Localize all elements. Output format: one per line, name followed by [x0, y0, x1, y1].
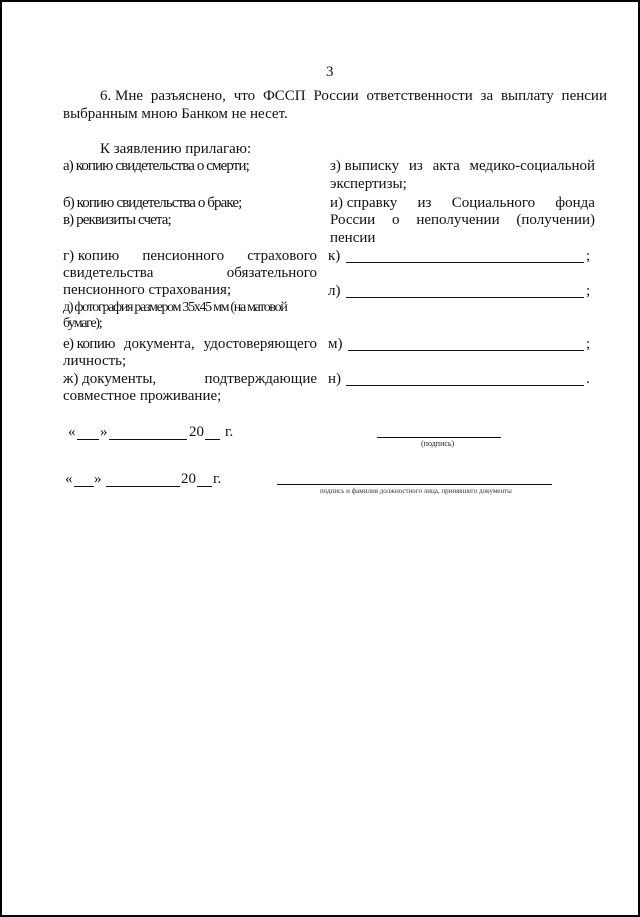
word: из — [417, 195, 432, 211]
sig1-year-suffix: г. — [225, 424, 234, 440]
sig2-caption: подпись и фамилия должностного лица, принявшего документы — [320, 487, 512, 495]
word: (получении) — [516, 212, 595, 228]
word: медико-социальной — [469, 158, 595, 174]
item-a: а) копию свидетельства о смерти; — [63, 158, 249, 174]
sig1-signature-line[interactable] — [377, 437, 501, 438]
word: России — [313, 88, 359, 104]
item-d-line-2: бумаге); — [63, 316, 102, 331]
item-i-line-1 — [330, 195, 595, 212]
word: из — [408, 158, 423, 174]
word: за — [480, 88, 494, 104]
paragraph-6-line-1 — [100, 88, 607, 105]
word: удостоверяющего — [203, 336, 317, 352]
item-b: б) копию свидетельства о браке; — [63, 195, 242, 211]
word: фонда — [555, 195, 595, 211]
item-d-line-1: д) фотография размером 35х45 мм (на матовой — [63, 300, 287, 315]
sig2-year-blank[interactable] — [197, 486, 212, 487]
paragraph-6-line-2: выбранным мною Банком не несет. — [63, 106, 288, 122]
sig2-year-prefix: 20 — [181, 471, 196, 487]
page-number: 3 — [326, 64, 334, 80]
item-g-line-3: пенсионного страхования; — [63, 282, 232, 298]
word: страхового — [247, 248, 317, 264]
sig1-year-prefix: 20 — [189, 424, 204, 440]
word: пенсии — [561, 88, 607, 104]
sig1-quote-close: » — [100, 424, 108, 440]
item-e-line-2: личность; — [63, 353, 127, 369]
word: что — [233, 88, 256, 104]
word: о — [392, 212, 400, 228]
word: выплату — [500, 88, 554, 104]
item-v: в) реквизиты счета; — [63, 212, 171, 228]
item-e-line-1 — [63, 336, 317, 353]
item-i-line-2 — [330, 212, 595, 229]
sig2-day-blank[interactable] — [74, 486, 94, 487]
sig1-month-blank[interactable] — [109, 439, 187, 440]
word: обязательного — [226, 265, 317, 281]
word: неполучении — [416, 212, 500, 228]
sig2-quote-open: « — [65, 471, 73, 487]
word: ж) документы, — [63, 371, 157, 387]
word: и) справку — [330, 195, 398, 211]
sig1-quote-open: « — [68, 424, 76, 440]
item-k-label: к) — [328, 248, 341, 264]
word: акта — [432, 158, 460, 174]
item-z-line-2: экспертизы; — [330, 176, 407, 192]
word: ответственности — [366, 88, 473, 104]
sig2-signature-line[interactable] — [277, 484, 552, 485]
sig1-caption: (подпись) — [421, 439, 455, 448]
item-g-line-1 — [63, 248, 317, 265]
word: з) выписку — [330, 158, 400, 174]
word: е) копию — [63, 336, 115, 352]
attachments-heading: К заявлению прилагаю: — [100, 141, 252, 157]
sig2-month-blank[interactable] — [106, 486, 180, 487]
word: пенсионного — [142, 248, 225, 264]
item-z-line-1 — [330, 158, 595, 175]
item-zh-line-1 — [63, 371, 317, 388]
word: г) копию — [63, 248, 120, 264]
item-i-line-3: пенсии — [330, 230, 376, 246]
sig2-year-suffix: г. — [213, 471, 222, 487]
word: России — [330, 212, 376, 228]
word: документа, — [123, 336, 195, 352]
word: свидетельства — [63, 265, 154, 281]
item-k-blank[interactable] — [346, 262, 584, 263]
item-zh-line-2: совместное проживание; — [63, 388, 222, 404]
item-l-label: л) — [328, 283, 341, 299]
word: Социального — [451, 195, 536, 211]
item-k-end: ; — [586, 248, 591, 264]
word: ФССП — [262, 88, 306, 104]
item-n-end: . — [586, 371, 590, 387]
item-m-blank[interactable] — [348, 350, 584, 351]
item-g-line-2 — [63, 265, 317, 282]
item-l-blank[interactable] — [346, 297, 584, 298]
item-m-label: м) — [328, 336, 343, 352]
item-n-label: н) — [328, 371, 342, 387]
sig1-day-blank[interactable] — [77, 439, 99, 440]
word: подтверждающие — [204, 371, 317, 387]
item-l-end: ; — [586, 283, 591, 299]
item-n-blank[interactable] — [346, 385, 584, 386]
sig2-quote-close: » — [94, 471, 102, 487]
sig1-year-blank[interactable] — [205, 439, 220, 440]
word: разъяснено, — [150, 88, 226, 104]
word: 6. Мне — [100, 88, 144, 104]
item-m-end: ; — [586, 336, 591, 352]
